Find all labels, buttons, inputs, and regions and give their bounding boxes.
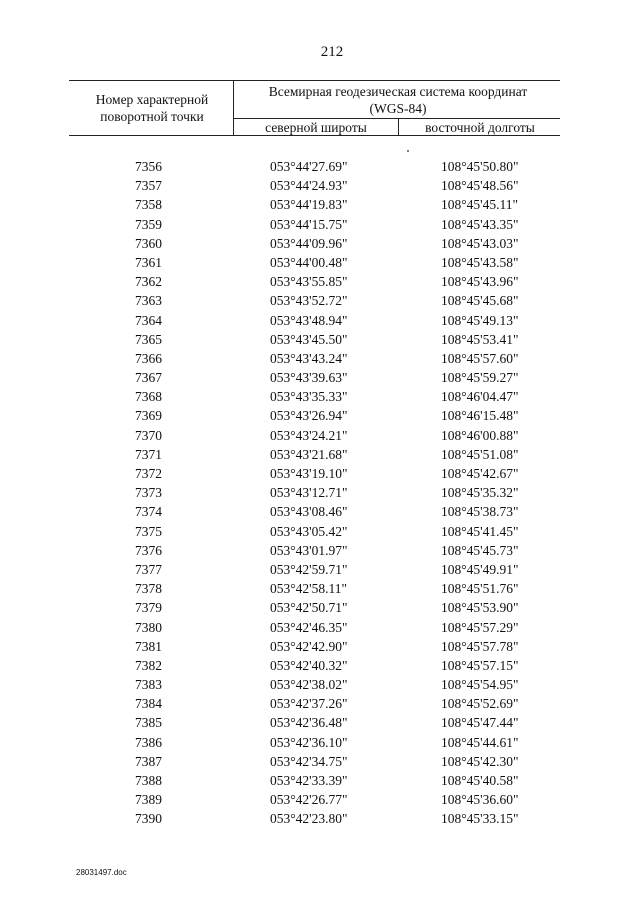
longitude-cell: 108°45'35.32" [441, 485, 519, 501]
latitude-cell: 053°42'40.32" [270, 657, 348, 673]
table-row [69, 387, 560, 406]
table-row [69, 272, 560, 291]
latitude-cell: 053°43'39.63" [270, 370, 348, 386]
point-number-cell: 7364 [135, 312, 162, 328]
table-row [69, 656, 560, 675]
table-row [69, 291, 560, 310]
latitude-cell: 053°43'19.10" [270, 466, 348, 481]
longitude-cell: 108°45'49.91" [441, 561, 519, 577]
longitude-cell: 108°45'49.13" [441, 312, 519, 328]
latitude-cell: 053°44'09.96" [270, 235, 348, 251]
longitude-cell: 108°46'04.47" [441, 389, 519, 405]
header-system-title: Всемирная геодезическая система координат [268, 84, 528, 99]
point-number-cell: 7376 [135, 542, 162, 558]
latitude-cell: 053°42'23.80" [270, 811, 348, 827]
longitude-cell: 108°45'57.29" [441, 619, 519, 635]
latitude-cell: 053°43'08.46" [270, 504, 348, 520]
latitude-cell: 053°43'24.21" [270, 427, 348, 443]
point-number-cell: 7378 [135, 581, 162, 597]
longitude-cell: 108°45'50.80" [441, 159, 519, 174]
longitude-cell: 108°45'59.27" [441, 370, 519, 386]
longitude-cell: 108°45'33.15" [441, 811, 519, 827]
table-row [69, 330, 560, 349]
point-number-cell: 7363 [135, 293, 162, 309]
longitude-cell: 108°45'38.73" [441, 504, 519, 520]
table-row [69, 790, 560, 809]
longitude-cell: 108°45'43.96" [441, 274, 519, 290]
table-row [69, 426, 560, 445]
table-row [69, 733, 560, 752]
longitude-cell: 108°45'57.78" [441, 638, 519, 654]
point-number-cell: 7367 [135, 370, 162, 386]
latitude-cell: 053°42'36.10" [270, 734, 348, 750]
table-row [69, 406, 560, 425]
longitude-cell: 108°45'57.60" [441, 350, 519, 366]
table-row [69, 215, 560, 234]
latitude-cell: 053°42'42.90" [270, 638, 348, 654]
latitude-cell: 053°42'38.02" [270, 677, 348, 693]
point-number-cell: 7377 [135, 561, 162, 577]
point-number-cell: 7382 [135, 657, 162, 673]
longitude-cell: 108°45'47.44" [441, 715, 519, 731]
header-latitude: северной широты [265, 120, 367, 135]
longitude-cell: 108°45'57.15" [441, 657, 519, 673]
latitude-cell: 053°42'50.71" [270, 600, 348, 616]
longitude-cell: 108°45'36.60" [441, 792, 519, 808]
table-row [69, 809, 560, 828]
header-subcol-divider [398, 118, 399, 136]
latitude-cell: 053°43'12.71" [270, 485, 348, 501]
table-row [69, 195, 560, 214]
point-number-cell: 7365 [135, 331, 162, 347]
latitude-cell: 053°43'01.97" [270, 542, 348, 558]
point-number-cell: 7360 [135, 235, 162, 251]
point-number-cell: 7390 [135, 811, 162, 827]
latitude-cell: 053°42'36.48" [270, 715, 348, 731]
point-number-cell: 7369 [135, 408, 162, 424]
point-number-cell: 7389 [135, 792, 162, 808]
table-row [69, 464, 560, 483]
header-top-rule [69, 80, 560, 81]
table-row [69, 771, 560, 790]
longitude-cell: 108°45'54.95" [441, 677, 519, 693]
table-row [69, 311, 560, 330]
longitude-cell: 108°45'40.58" [441, 773, 519, 788]
table-row [69, 752, 560, 771]
point-number-cell: 7356 [135, 159, 162, 174]
point-number-cell: 7380 [135, 619, 162, 635]
table-row [69, 560, 560, 579]
point-number-cell: 7373 [135, 485, 162, 501]
latitude-cell: 053°43'48.94" [270, 312, 348, 328]
footer-filename: 28031497.doc [76, 868, 127, 877]
latitude-cell: 053°42'59.71" [270, 561, 348, 577]
longitude-cell: 108°45'51.08" [441, 446, 519, 462]
table-row [69, 713, 560, 732]
point-number-cell: 7375 [135, 523, 162, 539]
table-row [69, 253, 560, 272]
latitude-cell: 053°42'34.75" [270, 753, 348, 769]
scan-speck [407, 150, 409, 152]
point-number-cell: 7381 [135, 638, 162, 654]
header-col-divider [233, 80, 234, 136]
longitude-cell: 108°46'15.48" [441, 408, 519, 424]
latitude-cell: 053°42'33.39" [270, 773, 348, 788]
table-row [69, 234, 560, 253]
latitude-cell: 053°43'26.94" [270, 408, 348, 424]
header-point-number-text: Номер характерной поворотной точки [95, 92, 209, 124]
latitude-cell: 053°43'45.50" [270, 331, 348, 347]
table-row [69, 694, 560, 713]
longitude-cell: 108°45'45.11" [441, 197, 518, 213]
point-number-cell: 7371 [135, 446, 162, 462]
point-number-cell: 7362 [135, 274, 162, 290]
header-system [239, 83, 557, 117]
latitude-cell: 053°44'27.69" [270, 159, 348, 174]
header-system-abbr: (WGS-84) [369, 101, 427, 116]
latitude-cell: 053°43'05.42" [270, 523, 348, 539]
latitude-cell: 053°43'43.24" [270, 350, 348, 366]
longitude-cell: 108°45'53.90" [441, 600, 519, 616]
point-number-cell: 7361 [135, 254, 162, 270]
point-number-cell: 7370 [135, 427, 162, 443]
point-number-cell: 7383 [135, 677, 162, 693]
point-number-cell: 7384 [135, 696, 162, 712]
longitude-cell: 108°46'00.88" [441, 427, 519, 443]
table-row [69, 579, 560, 598]
point-number-cell: 7366 [135, 350, 162, 366]
latitude-cell: 053°44'15.75" [270, 216, 348, 232]
latitude-cell: 053°42'46.35" [270, 619, 348, 635]
table-row [69, 157, 560, 176]
latitude-cell: 053°43'21.68" [270, 446, 348, 462]
table-row [69, 176, 560, 195]
point-number-cell: 7357 [135, 178, 162, 194]
table-header [69, 80, 560, 136]
table-row [69, 349, 560, 368]
longitude-cell: 108°45'48.56" [441, 178, 519, 194]
latitude-cell: 053°43'35.33" [270, 389, 348, 405]
table-row [69, 541, 560, 560]
table-row [69, 598, 560, 617]
latitude-cell: 053°44'00.48" [270, 254, 348, 270]
table-body [69, 157, 560, 829]
table-row [69, 522, 560, 541]
table-row [69, 618, 560, 637]
table-row [69, 502, 560, 521]
page-number: 212 [320, 44, 344, 60]
longitude-cell: 108°45'42.67" [441, 466, 519, 481]
table-row [69, 445, 560, 464]
longitude-cell: 108°45'41.45" [441, 523, 519, 539]
table-row [69, 637, 560, 656]
latitude-cell: 053°44'24.93" [270, 178, 348, 194]
point-number-cell: 7359 [135, 216, 162, 232]
latitude-cell: 053°42'37.26" [270, 696, 348, 712]
point-number-cell: 7386 [135, 734, 162, 750]
header-point-number [79, 91, 225, 125]
longitude-cell: 108°45'44.61" [441, 734, 519, 750]
point-number-cell: 7374 [135, 504, 162, 520]
latitude-cell: 053°42'26.77" [270, 792, 348, 808]
longitude-cell: 108°45'42.30" [441, 753, 519, 769]
latitude-cell: 053°42'58.11" [270, 581, 347, 597]
header-longitude: восточной долготы [425, 120, 535, 135]
point-number-cell: 7368 [135, 389, 162, 405]
point-number-cell: 7379 [135, 600, 162, 616]
point-number-cell: 7387 [135, 753, 162, 769]
longitude-cell: 108°45'45.73" [441, 542, 519, 558]
longitude-cell: 108°45'45.68" [441, 293, 519, 309]
longitude-cell: 108°45'43.03" [441, 235, 519, 251]
longitude-cell: 108°45'51.76" [441, 581, 519, 597]
table-row [69, 675, 560, 694]
longitude-cell: 108°45'52.69" [441, 696, 519, 712]
latitude-cell: 053°44'19.83" [270, 197, 348, 213]
point-number-cell: 7385 [135, 715, 162, 731]
latitude-cell: 053°43'55.85" [270, 274, 348, 290]
point-number-cell: 7388 [135, 773, 162, 788]
longitude-cell: 108°45'43.35" [441, 216, 519, 232]
longitude-cell: 108°45'43.58" [441, 254, 519, 270]
longitude-cell: 108°45'53.41" [441, 331, 519, 347]
point-number-cell: 7372 [135, 466, 162, 481]
table-row [69, 368, 560, 387]
point-number-cell: 7358 [135, 197, 162, 213]
table-row [69, 483, 560, 502]
latitude-cell: 053°43'52.72" [270, 293, 348, 309]
